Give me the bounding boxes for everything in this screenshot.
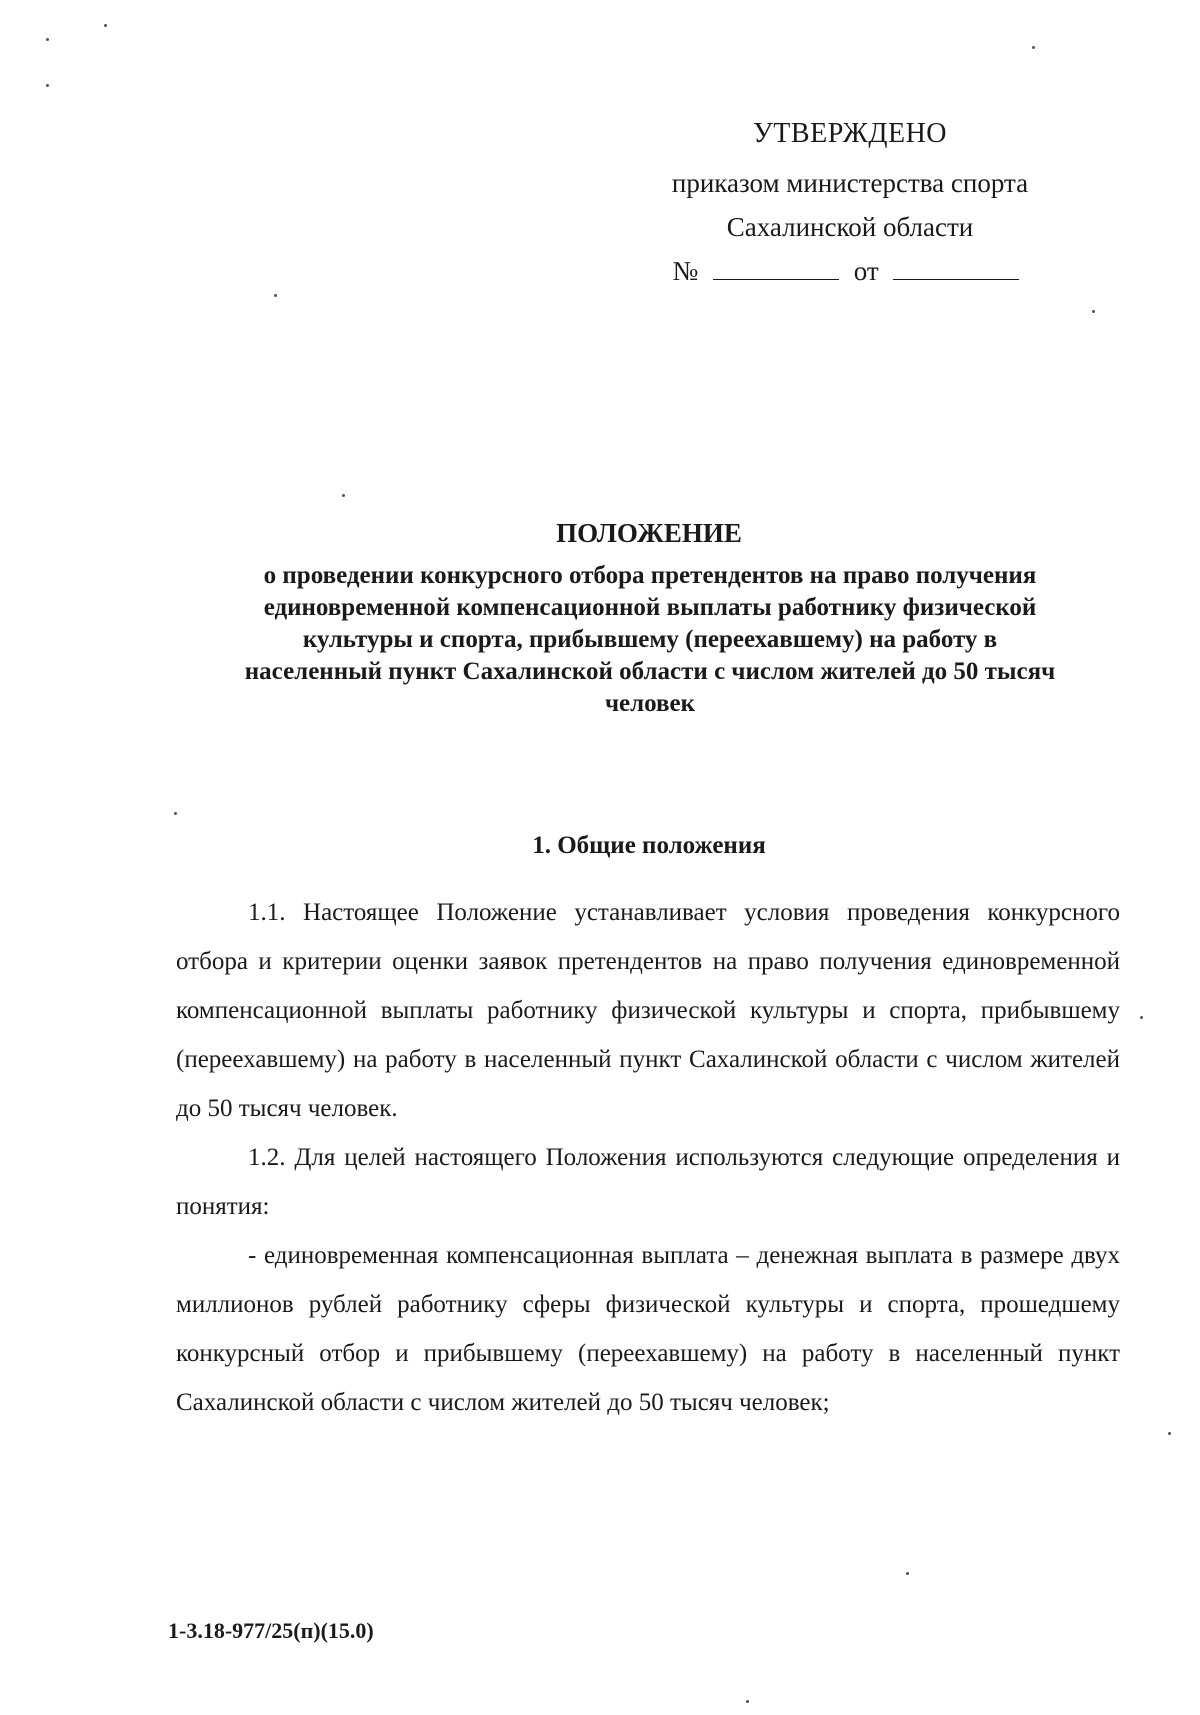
scan-speck xyxy=(1168,1432,1171,1435)
subtitle-line: о проведении конкурсного отбора претендентов на право получения xyxy=(263,562,1037,589)
definition-paragraph: - единовременная компенсационная выплата – денежная выплата в размере двух миллионов рублей работнику сферы физической культуры и спорта, прошедшему конкурсный отбор и прибывшему (переехавшему) на работу в населенный пункт Сахалинской области с числом жителей до 50 тысяч человек; xyxy=(176,1242,1120,1416)
approval-line-region: Сахалинской области xyxy=(726,212,974,242)
document-code: 1-3.18-977/25(п)(15.0) xyxy=(168,1618,374,1643)
subtitle-line: человек xyxy=(604,690,696,717)
date-prefix: от xyxy=(853,256,879,286)
section-heading: 1. Общие положения xyxy=(532,832,766,859)
date-blank xyxy=(893,257,1019,280)
document-subtitle xyxy=(185,560,1115,720)
scan-speck xyxy=(174,812,177,815)
scan-speck xyxy=(906,1572,909,1575)
approval-stamp xyxy=(600,118,1100,300)
subtitle-line: единовременной компенсационной выплаты работнику физической xyxy=(263,594,1037,621)
subtitle-line: населенный пункт Сахалинской области с числом жителей до 50 тысяч xyxy=(244,658,1056,685)
approval-title: УТВЕРЖДЕНО xyxy=(752,118,948,149)
approval-line-order: приказом министерства спорта xyxy=(671,168,1029,198)
scan-speck xyxy=(46,38,49,41)
scan-speck xyxy=(274,294,277,297)
scan-speck xyxy=(1032,46,1035,49)
approval-number-date xyxy=(673,256,1028,287)
paragraph-1-1: 1.1. Настоящее Положение устанавливает условия проведения конкурсного отбора и критерии оценки заявок претендентов на право получения единовременной компенсационной выплаты работнику физической культуры и спорта, прибывшему (переехавшему) на работу в населенный пункт Сахалинской области с числом жителей до 50 тысяч человек. xyxy=(176,899,1120,1122)
scan-speck xyxy=(1092,310,1095,313)
section-body xyxy=(176,888,1120,1427)
scan-speck xyxy=(104,24,107,27)
subtitle-line: культуры и спорта, прибывшему (переехавшему) на работу в xyxy=(302,626,998,653)
scan-speck xyxy=(746,1700,749,1703)
scan-speck xyxy=(1140,1016,1143,1019)
scan-speck xyxy=(46,84,49,87)
number-blank xyxy=(713,257,839,280)
scan-speck xyxy=(342,494,345,497)
number-prefix: № xyxy=(672,256,699,286)
paragraph-1-2: 1.2. Для целей настоящего Положения используются следующие определения и понятия: xyxy=(176,1144,1120,1220)
document-title: ПОЛОЖЕНИЕ xyxy=(556,518,742,548)
